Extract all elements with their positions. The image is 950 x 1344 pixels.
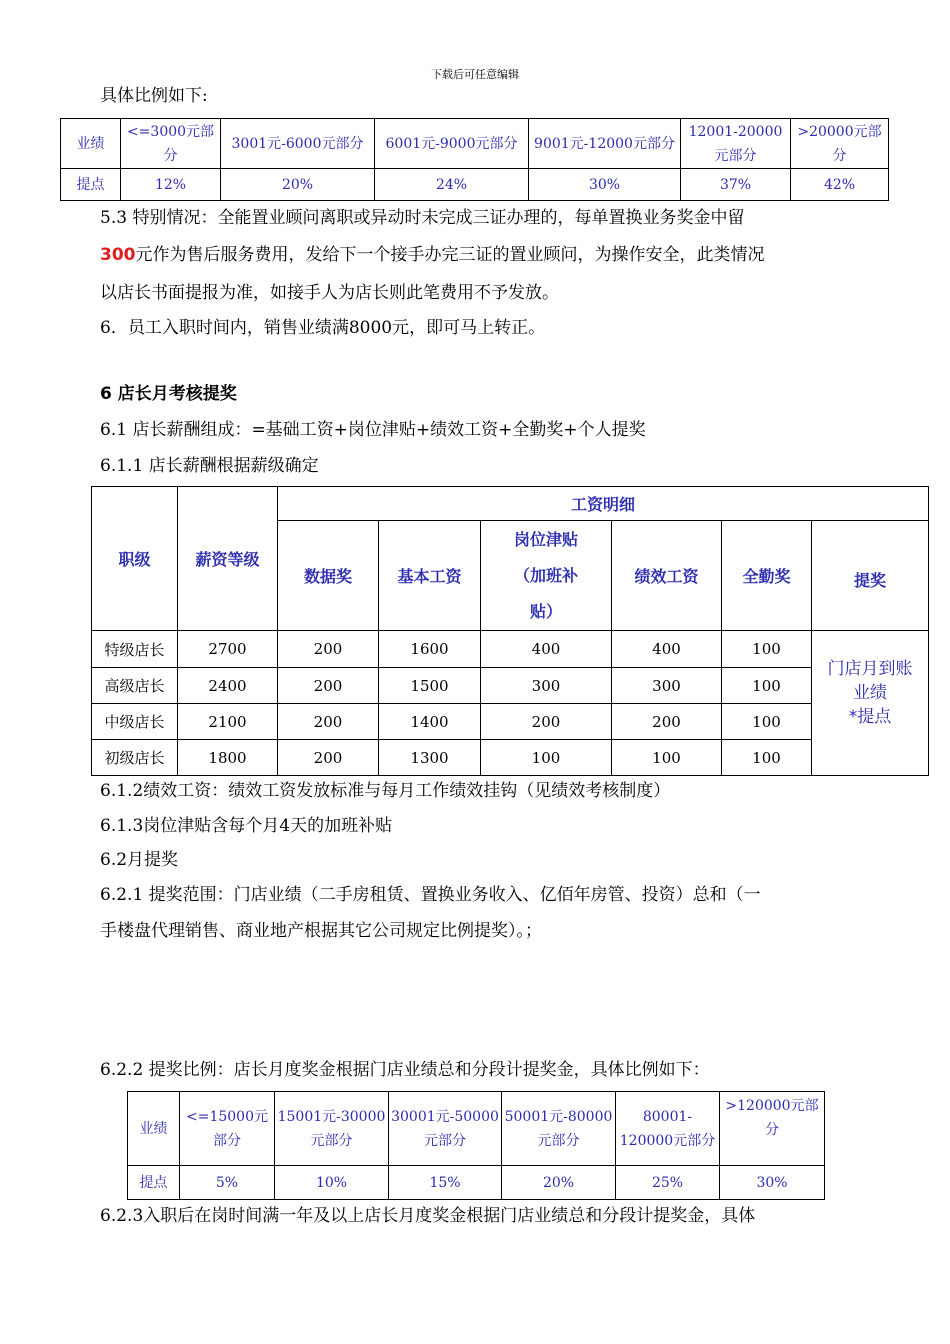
level-cell: 初级店长 xyxy=(92,740,178,776)
para-6-2-2: 6.2.2 提奖比例：店长月度奖金根据门店业绩总和分段计提奖金，具体比例如下： xyxy=(100,1060,710,1080)
value-cell: 1600 xyxy=(379,631,481,668)
value-cell: 100 xyxy=(722,631,812,668)
rate-cell: 42% xyxy=(791,169,889,201)
intro-text: 具体比例如下: xyxy=(100,86,208,106)
para-6: 6．员工入职时间内，销售业绩满8000元，即可马上转正。 xyxy=(100,318,546,338)
value-cell: 1300 xyxy=(379,740,481,776)
range-cell: 15001元-30000元部分 xyxy=(275,1092,389,1166)
rate-cell: 20% xyxy=(502,1166,616,1200)
rate-cell: 37% xyxy=(681,169,791,201)
range-cell: 50001元-80000元部分 xyxy=(502,1092,616,1166)
para-6-1: 6.1 店长薪酬组成：=基础工资+岗位津贴+绩效工资+全勤奖+个人提奖 xyxy=(100,420,646,440)
para-6-2-3: 6.2.3入职后在岗时间满一年及以上店长月度奖金根据门店业绩总和分段计提奖金，具体 xyxy=(100,1206,756,1226)
rate-cell: 10% xyxy=(275,1166,389,1200)
range-cell: <=15000元部分 xyxy=(180,1092,275,1166)
range-cell: 80001-120000元部分 xyxy=(616,1092,720,1166)
row-label-performance: 业绩 xyxy=(61,119,121,169)
value-cell: 200 xyxy=(278,704,379,740)
rate-cell: 15% xyxy=(389,1166,502,1200)
para-5-3-line2: 300元作为售后服务费用，发给下一个接手办完三证的置业顾问，为操作安全，此类情况 xyxy=(100,245,765,265)
level-cell: 特级店长 xyxy=(92,631,178,668)
value-cell: 100 xyxy=(722,740,812,776)
range-cell: 30001元-50000元部分 xyxy=(389,1092,502,1166)
value-cell: 200 xyxy=(278,631,379,668)
para-6-1-3: 6.1.3岗位津贴含每个月4天的加班补贴 xyxy=(100,816,393,836)
header-base-salary: 基本工资 xyxy=(379,521,481,631)
value-cell: 200 xyxy=(612,704,722,740)
value-cell: 100 xyxy=(612,740,722,776)
value-cell: 200 xyxy=(481,704,612,740)
para-6-1-2: 6.1.2绩效工资：绩效工资发放标准与每月工作绩效挂钩（见绩效考核制度） xyxy=(100,781,671,801)
value-cell: 200 xyxy=(278,668,379,704)
header-detail: 工资明细 xyxy=(278,487,929,521)
bonus-rule-cell: 门店月到账 业绩 *提点 xyxy=(812,631,929,776)
para-6-2-1-line1: 6.2.1 提奖范围：门店业绩（二手房租赁、置换业务收入、亿佰年房管、投资）总和（一 xyxy=(100,885,761,905)
rate-cell: 5% xyxy=(180,1166,275,1200)
range-cell: 3001元-6000元部分 xyxy=(221,119,375,169)
value-cell: 1800 xyxy=(178,740,278,776)
commission-table-2 xyxy=(127,1091,825,1200)
para-6-2-1-line2: 手楼盘代理销售、商业地产根据其它公司规定比例提奖）。； xyxy=(100,921,542,941)
row-label-performance: 业绩 xyxy=(128,1092,180,1166)
header-performance-salary: 绩效工资 xyxy=(612,521,722,631)
range-cell: 6001元-9000元部分 xyxy=(375,119,529,169)
header-grade: 薪资等级 xyxy=(178,487,278,631)
section-6-title: 6 店长月考核提奖 xyxy=(100,384,237,404)
value-cell: 400 xyxy=(612,631,722,668)
commission-table-1 xyxy=(60,118,889,201)
row-label-rate: 提点 xyxy=(61,169,121,201)
rate-cell: 25% xyxy=(616,1166,720,1200)
range-cell: 9001元-12000元部分 xyxy=(529,119,681,169)
salary-table xyxy=(91,486,929,776)
rate-cell: 20% xyxy=(221,169,375,201)
level-cell: 中级店长 xyxy=(92,704,178,740)
rate-cell: 12% xyxy=(121,169,221,201)
value-cell: 300 xyxy=(481,668,612,704)
value-cell: 1500 xyxy=(379,668,481,704)
value-cell: 1400 xyxy=(379,704,481,740)
rate-cell: 24% xyxy=(375,169,529,201)
value-cell: 300 xyxy=(612,668,722,704)
header-allowance: 岗位津贴 （加班补 贴） xyxy=(481,521,612,631)
value-cell: 200 xyxy=(278,740,379,776)
para-5-3-line1: 5.3 特别情况：全能置业顾问离职或异动时未完成三证办理的，每单置换业务奖金中留 xyxy=(100,208,745,228)
value-cell: 100 xyxy=(722,704,812,740)
range-cell: <=3000元部分 xyxy=(121,119,221,169)
rate-cell: 30% xyxy=(529,169,681,201)
para-5-3-line3: 以店长书面提报为准，如接手人为店长则此笔费用不予发放。 xyxy=(100,283,559,303)
amount-highlight: 300 xyxy=(100,245,136,265)
range-cell: >120000元部分 xyxy=(720,1092,825,1166)
value-cell: 2700 xyxy=(178,631,278,668)
value-cell: 2100 xyxy=(178,704,278,740)
range-cell: 12001-20000元部分 xyxy=(681,119,791,169)
level-cell: 高级店长 xyxy=(92,668,178,704)
rate-cell: 30% xyxy=(720,1166,825,1200)
header-level: 职级 xyxy=(92,487,178,631)
value-cell: 100 xyxy=(722,668,812,704)
row-label-rate: 提点 xyxy=(128,1166,180,1200)
value-cell: 2400 xyxy=(178,668,278,704)
para-6-1-1: 6.1.1 店长薪酬根据薪级确定 xyxy=(100,456,319,476)
header-data-bonus: 数据奖 xyxy=(278,521,379,631)
value-cell: 400 xyxy=(481,631,612,668)
range-cell: >20000元部分 xyxy=(791,119,889,169)
value-cell: 100 xyxy=(481,740,612,776)
header-bonus: 提奖 xyxy=(812,521,929,631)
header-note: 下载后可任意编辑 xyxy=(431,68,519,81)
para-6-2: 6.2月提奖 xyxy=(100,850,179,870)
header-attendance: 全勤奖 xyxy=(722,521,812,631)
